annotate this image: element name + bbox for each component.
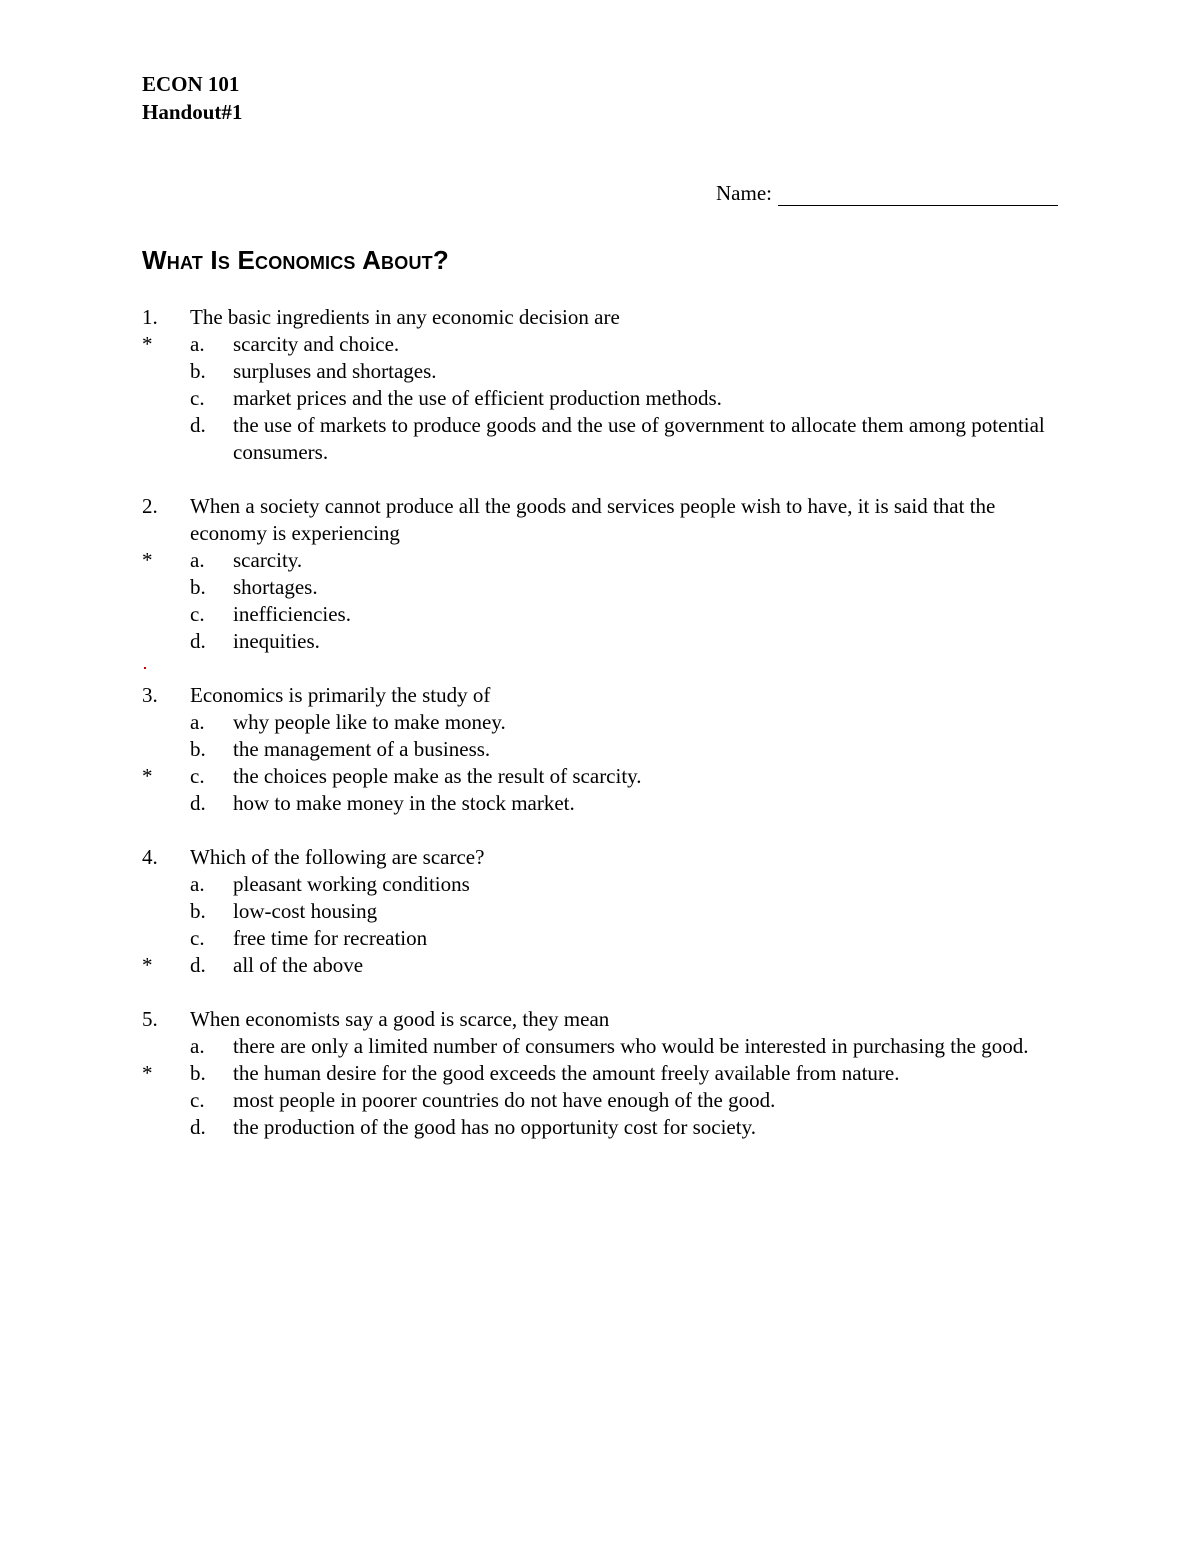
handout-number: Handout#1	[142, 100, 243, 124]
answer-option	[0, 601, 1200, 628]
name-field	[716, 180, 1058, 206]
option-letter: a.	[190, 872, 205, 896]
option-text: the choices people make as the result of scarcity.	[233, 764, 642, 788]
option-text: the production of the good has no opportunity cost for society.	[233, 1115, 756, 1139]
option-letter: a.	[190, 1034, 205, 1058]
option-letter: b.	[190, 359, 206, 383]
option-text: pleasant working conditions	[233, 872, 470, 896]
option-text: inequities.	[233, 629, 320, 653]
option-text: the human desire for the good exceeds the amount freely available from nature.	[233, 1061, 900, 1085]
option-text: there are only a limited number of consumers who would be interested in purchasing the good.	[233, 1034, 1029, 1058]
option-letter: a.	[190, 548, 205, 572]
question-number: 4.	[142, 845, 158, 869]
answer-option	[0, 1060, 1200, 1087]
option-letter: d.	[190, 1115, 206, 1139]
answer-option	[0, 790, 1200, 817]
option-letter: c.	[190, 764, 205, 788]
question-text: The basic ingredients in any economic decision are	[190, 305, 620, 329]
question-item	[0, 304, 1200, 466]
option-letter: c.	[190, 602, 205, 626]
question-text: When a society cannot produce all the goods and services people wish to have, it is said that the economy is experiencing	[190, 494, 996, 545]
answer-option	[0, 763, 1200, 790]
option-letter: b.	[190, 1061, 206, 1085]
question-text: Economics is primarily the study of	[190, 683, 491, 707]
name-label: Name:	[716, 181, 772, 205]
answer-option	[0, 709, 1200, 736]
answer-option	[0, 574, 1200, 601]
correct-answer-mark: *	[142, 548, 153, 572]
answer-option	[0, 1087, 1200, 1114]
question-stem	[0, 844, 1200, 871]
option-text: how to make money in the stock market.	[233, 791, 575, 815]
answer-option	[0, 925, 1200, 952]
option-text: all of the above	[233, 953, 364, 977]
answer-option	[0, 898, 1200, 925]
answer-option	[0, 412, 1200, 466]
question-item	[0, 844, 1200, 979]
answer-option	[0, 358, 1200, 385]
question-number: 3.	[142, 683, 158, 707]
correct-answer-mark: *	[142, 764, 153, 788]
option-text: scarcity.	[233, 548, 303, 572]
option-letter: c.	[190, 386, 205, 410]
answer-option	[0, 547, 1200, 574]
option-text: market prices and the use of efficient production methods.	[233, 386, 722, 410]
answer-option	[0, 871, 1200, 898]
option-text: shortages.	[233, 575, 318, 599]
stray-mark	[144, 667, 146, 669]
answer-option	[0, 385, 1200, 412]
question-item	[0, 1006, 1200, 1141]
question-number: 5.	[142, 1007, 158, 1031]
option-text: low-cost housing	[233, 899, 378, 923]
course-code: ECON 101	[142, 72, 240, 96]
option-text: scarcity and choice.	[233, 332, 400, 356]
option-text: surpluses and shortages.	[233, 359, 437, 383]
answer-option	[0, 1114, 1200, 1141]
option-letter: c.	[190, 926, 205, 950]
page-title: What Is Economics About?	[142, 245, 449, 275]
answer-option	[0, 736, 1200, 763]
document-header	[142, 70, 242, 126]
option-letter: a.	[190, 710, 205, 734]
answer-option	[0, 952, 1200, 979]
option-text: most people in poorer countries do not have enough of the good.	[233, 1088, 776, 1112]
answer-option	[0, 628, 1200, 655]
option-letter: d.	[190, 629, 206, 653]
question-text: Which of the following are scarce?	[190, 845, 485, 869]
question-stem	[0, 493, 1200, 547]
question-stem	[0, 304, 1200, 331]
option-text: the management of a business.	[233, 737, 491, 761]
option-letter: d.	[190, 413, 206, 437]
question-stem	[0, 682, 1200, 709]
answer-option	[0, 1033, 1200, 1060]
question-number: 2.	[142, 494, 158, 518]
option-letter: d.	[190, 791, 206, 815]
option-text: free time for recreation	[233, 926, 428, 950]
question-stem	[0, 1006, 1200, 1033]
option-text: inefficiencies.	[233, 602, 351, 626]
option-letter: b.	[190, 575, 206, 599]
option-letter: a.	[190, 332, 205, 356]
correct-answer-mark: *	[142, 953, 153, 977]
question-list	[0, 304, 1200, 1168]
question-text: When economists say a good is scarce, they mean	[190, 1007, 610, 1031]
correct-answer-mark: *	[142, 332, 153, 356]
option-letter: b.	[190, 737, 206, 761]
option-text: the use of markets to produce goods and the use of government to allocate them among potential consumers.	[233, 413, 1045, 464]
name-blank-line	[778, 183, 1058, 206]
question-item	[0, 682, 1200, 817]
question-item	[0, 493, 1200, 655]
option-letter: b.	[190, 899, 206, 923]
option-letter: d.	[190, 953, 206, 977]
answer-option	[0, 331, 1200, 358]
question-number: 1.	[142, 305, 158, 329]
option-text: why people like to make money.	[233, 710, 506, 734]
correct-answer-mark: *	[142, 1061, 153, 1085]
option-letter: c.	[190, 1088, 205, 1112]
